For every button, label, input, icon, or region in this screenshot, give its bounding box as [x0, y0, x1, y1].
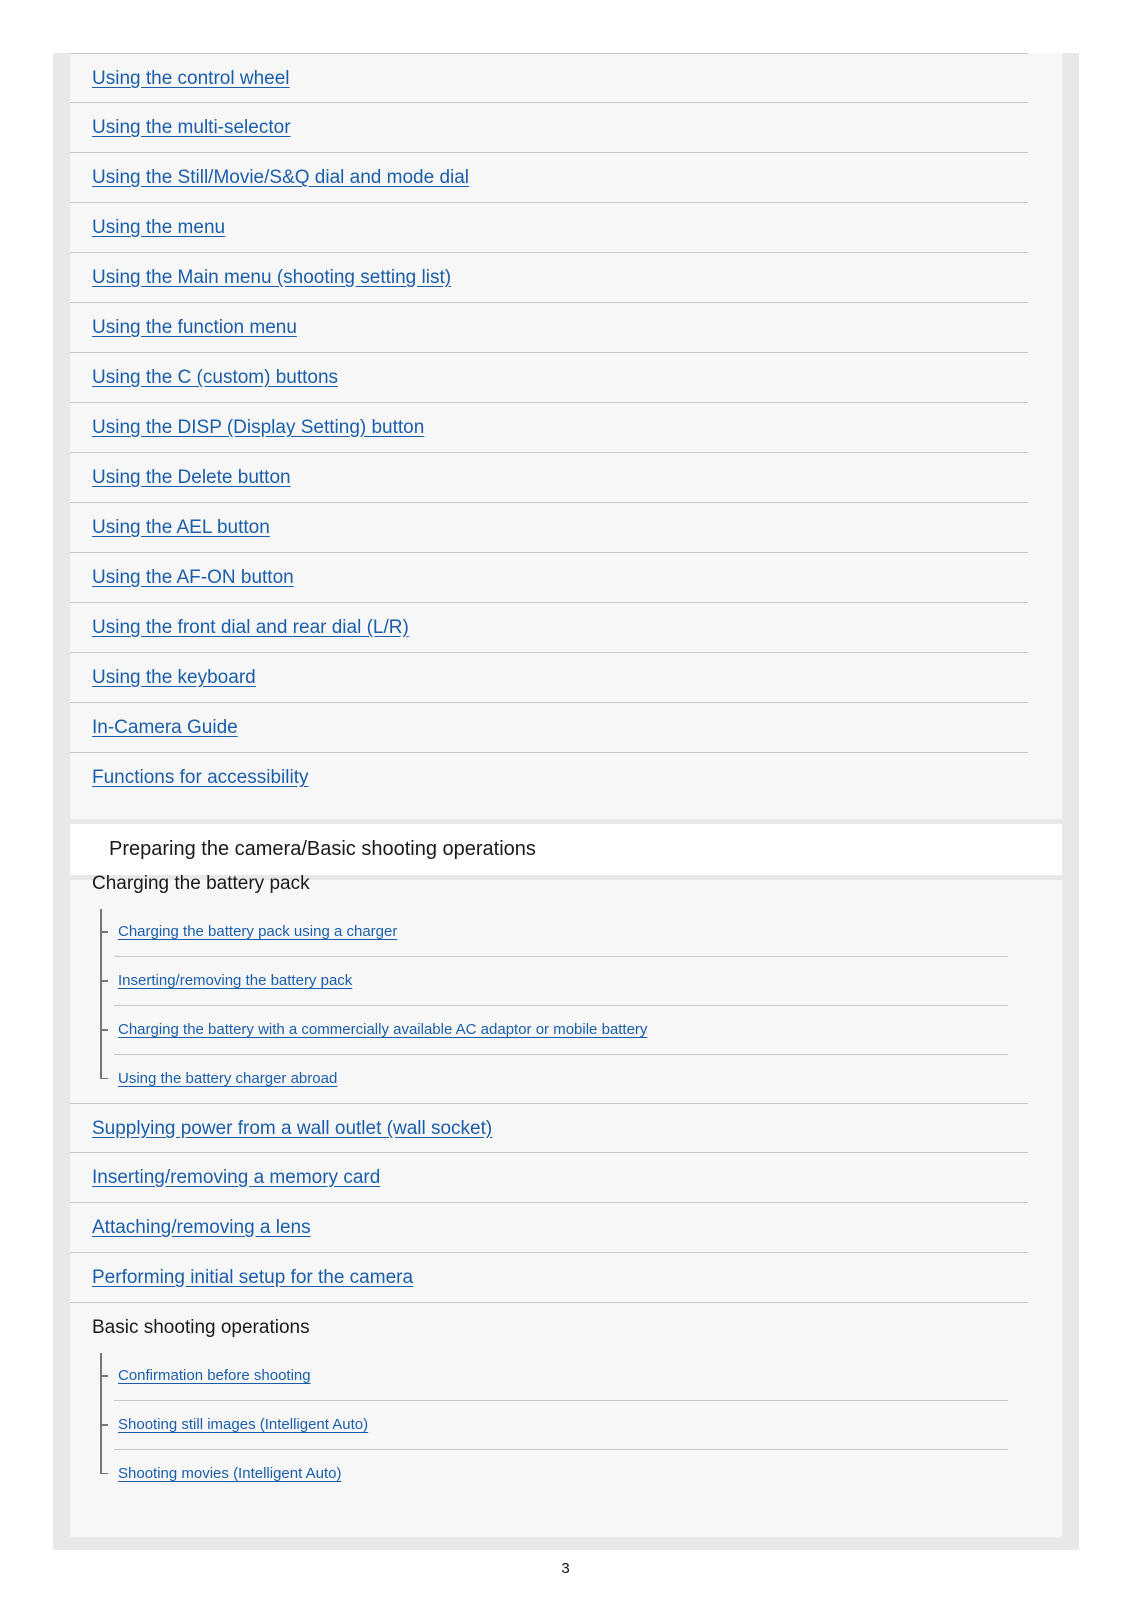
toc-link[interactable]: Inserting/removing a memory card: [92, 1167, 381, 1188]
group-heading-charging: Charging the battery pack: [92, 873, 310, 894]
toc-row: [70, 553, 1028, 603]
toc-row: [70, 403, 1028, 453]
toc-row: [70, 303, 1028, 353]
toc-link[interactable]: Using the front dial and rear dial (L/R): [92, 617, 409, 638]
toc-row: [70, 53, 1028, 103]
toc-group-heading-row: [70, 859, 1028, 909]
sub-item: [114, 1449, 1008, 1498]
toc-row: [70, 1203, 1028, 1253]
toc-link[interactable]: Using the function menu: [92, 317, 297, 338]
sub-item: [114, 1054, 1008, 1103]
toc-row: [70, 753, 1028, 803]
sub-item: [114, 1400, 1008, 1450]
toc-link[interactable]: Using the AF-ON button: [92, 567, 294, 588]
sub-item: [114, 956, 1008, 1006]
toc-row: [70, 103, 1028, 153]
toc-link[interactable]: Using the Main menu (shooting setting list): [92, 267, 452, 288]
toc-link[interactable]: Using the AEL button: [92, 517, 270, 538]
sub-link[interactable]: Using the battery charger abroad: [118, 1070, 338, 1087]
toc-link[interactable]: Attaching/removing a lens: [92, 1217, 311, 1238]
toc-group-heading-row: [70, 1303, 1028, 1353]
toc-row: [70, 1103, 1028, 1153]
page-number: 3: [561, 1560, 570, 1577]
toc-row: [70, 1153, 1028, 1203]
toc-link[interactable]: Using the control wheel: [92, 68, 290, 89]
toc-row: [70, 603, 1028, 653]
toc-link[interactable]: Using the menu: [92, 217, 226, 238]
toc-row: [70, 253, 1028, 303]
tree-line: [100, 909, 102, 1078]
sub-link[interactable]: Confirmation before shooting: [118, 1367, 311, 1384]
toc-row: [70, 353, 1028, 403]
sub-link[interactable]: Inserting/removing the battery pack: [118, 972, 353, 989]
sub-link[interactable]: Charging the battery pack using a charger: [118, 923, 398, 940]
sub-item: [114, 1005, 1008, 1055]
tree-corner: [100, 1054, 108, 1079]
toc-row: [70, 1253, 1028, 1303]
sub-item: [114, 907, 1008, 957]
tree-branch: [100, 980, 108, 982]
section-title: Preparing the camera/Basic shooting operations: [109, 838, 536, 860]
tree-branch: [100, 1424, 108, 1426]
toc-row: [70, 703, 1028, 753]
toc-link[interactable]: Using the multi-selector: [92, 117, 291, 138]
toc-link[interactable]: Using the keyboard: [92, 667, 256, 688]
basic-shooting-subitems: [100, 1351, 1028, 1498]
tree-branch: [100, 1029, 108, 1031]
charging-subitems: [100, 907, 1028, 1103]
toc-row: [70, 203, 1028, 253]
toc-row: [70, 453, 1028, 503]
toc-link[interactable]: Supplying power from a wall outlet (wall socket): [92, 1118, 493, 1139]
toc-row: [70, 503, 1028, 553]
tree-branch: [100, 931, 108, 933]
toc-frame: [53, 53, 1079, 1550]
sub-item: [114, 1351, 1008, 1401]
toc-link[interactable]: Using the C (custom) buttons: [92, 367, 339, 388]
sub-link[interactable]: Shooting movies (Intelligent Auto): [118, 1465, 342, 1482]
toc-row: [70, 653, 1028, 703]
sub-link[interactable]: Charging the battery with a commercially available AC adaptor or mobile battery: [118, 1021, 648, 1038]
toc-link[interactable]: Using the Still/Movie/S&Q dial and mode dial: [92, 167, 470, 188]
tree-corner: [100, 1449, 108, 1474]
tree-branch: [100, 1375, 108, 1377]
sub-link[interactable]: Shooting still images (Intelligent Auto): [118, 1416, 369, 1433]
toc-link[interactable]: In-Camera Guide: [92, 717, 238, 738]
group-heading-basic-shooting: Basic shooting operations: [92, 1317, 310, 1338]
toc-link[interactable]: Using the Delete button: [92, 467, 291, 488]
toc-link[interactable]: Functions for accessibility: [92, 767, 309, 788]
toc-row: [70, 153, 1028, 203]
toc-link[interactable]: Using the DISP (Display Setting) button: [92, 417, 425, 438]
toc-link[interactable]: Performing initial setup for the camera: [92, 1267, 414, 1288]
